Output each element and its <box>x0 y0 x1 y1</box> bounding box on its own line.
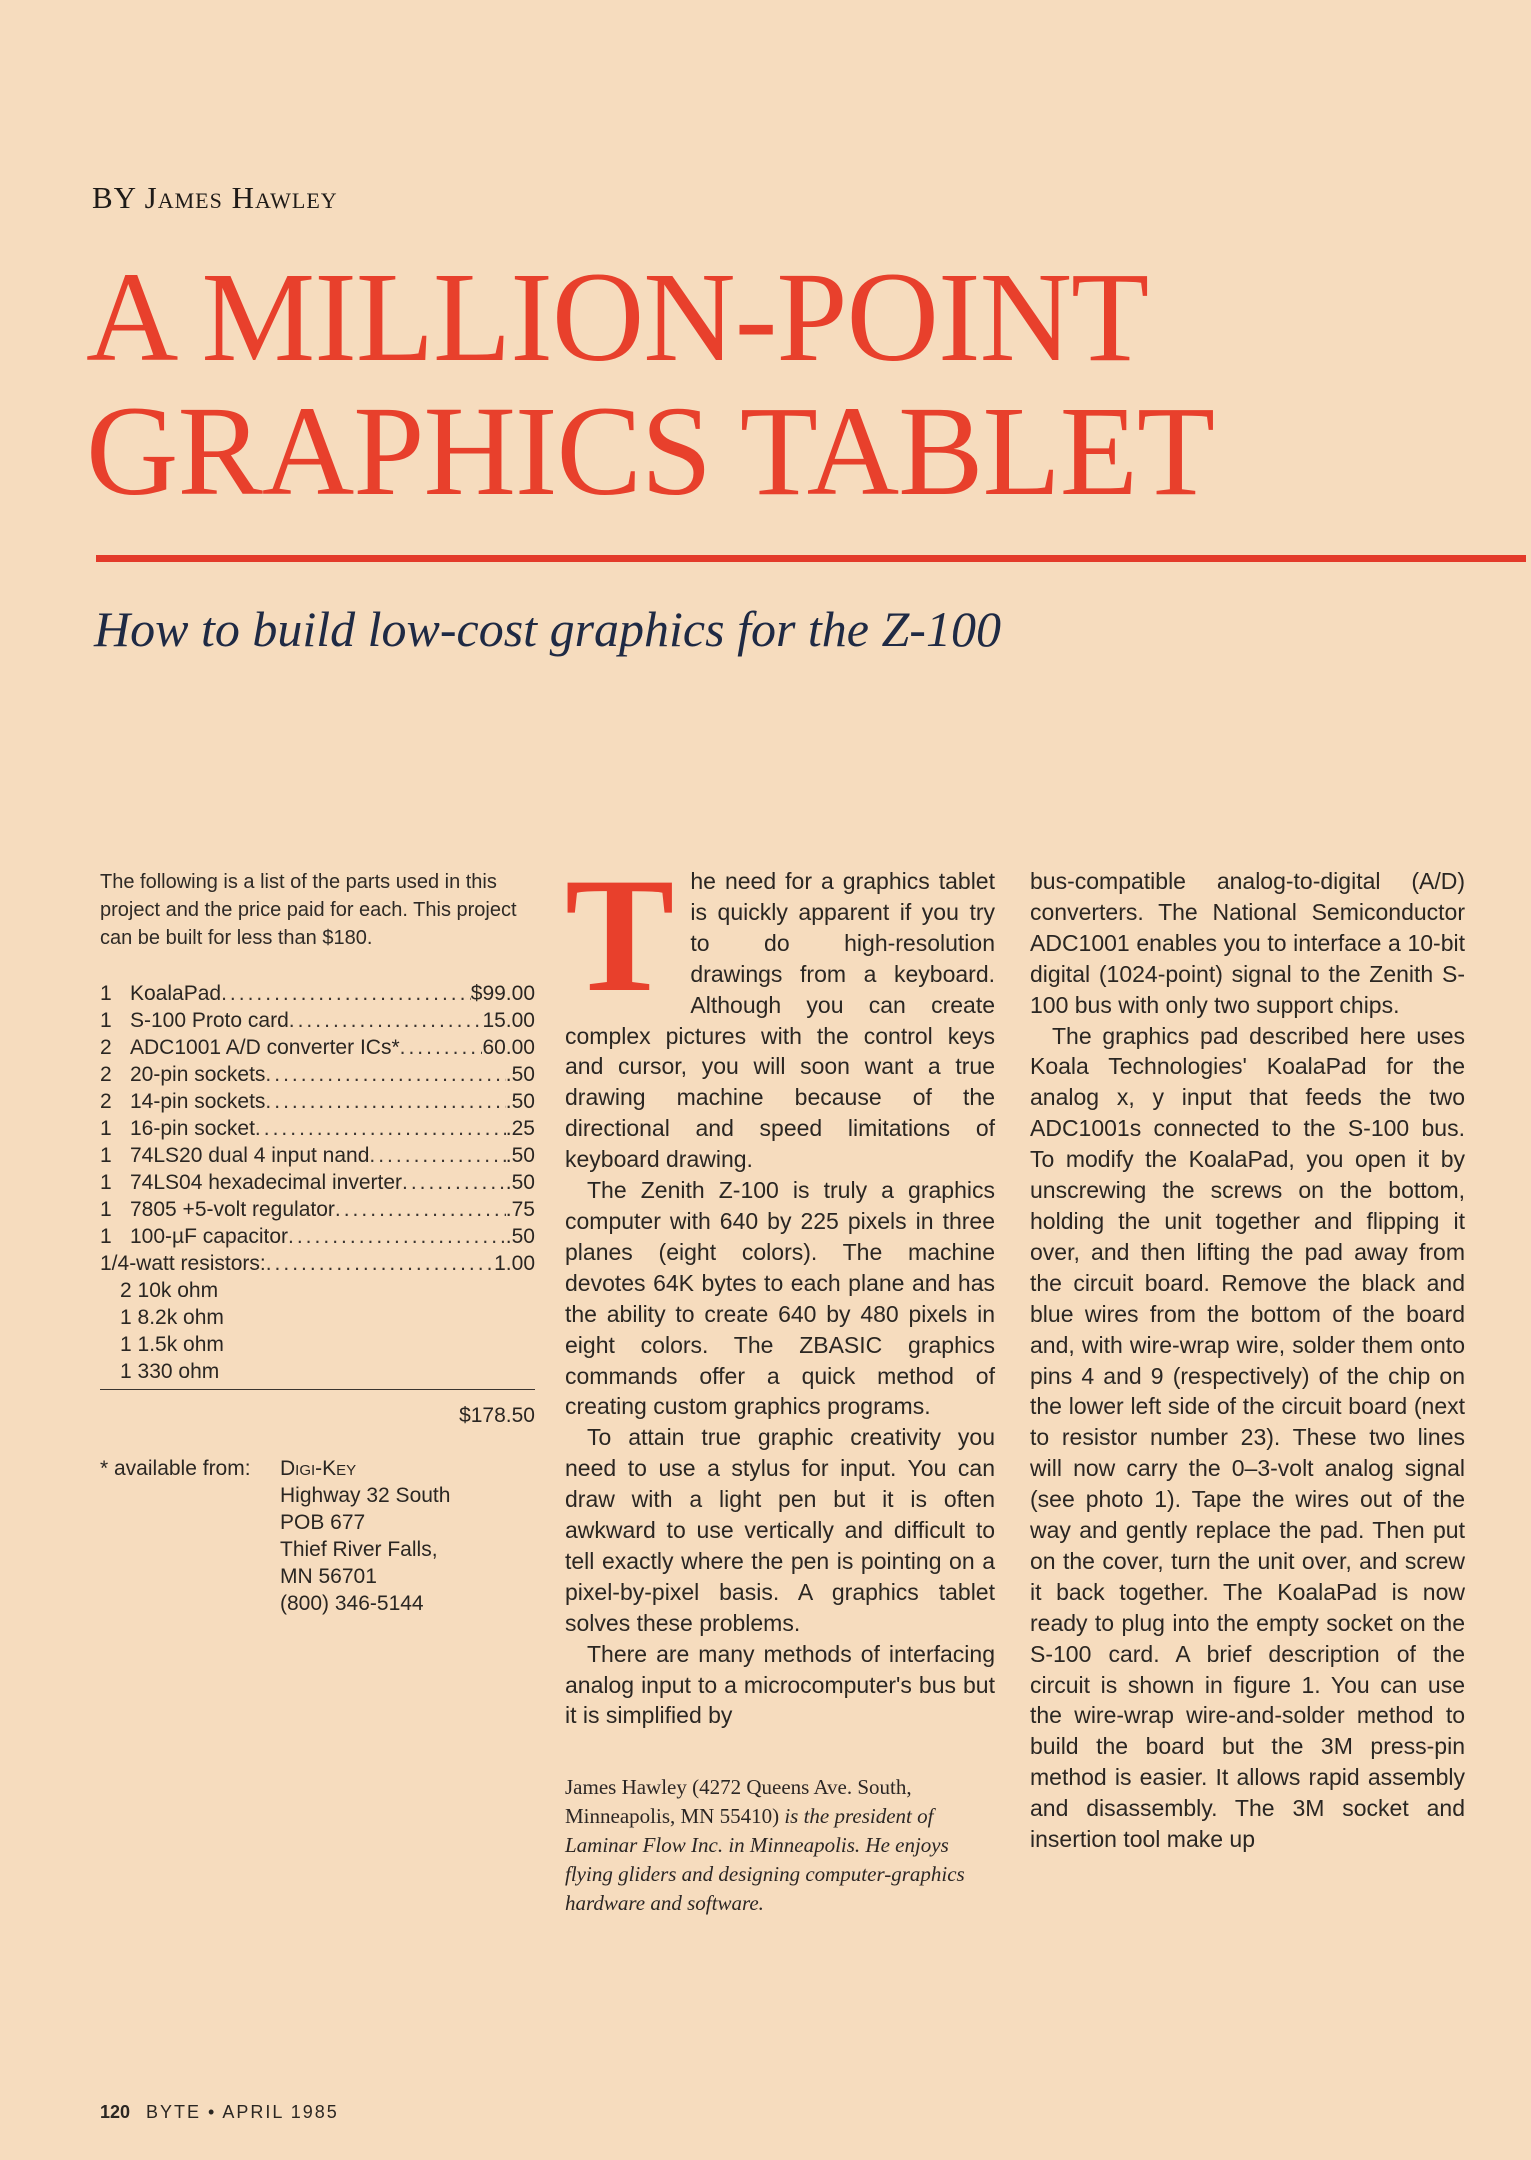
page-footer <box>100 2102 339 2123</box>
part-price: .75 <box>505 1198 535 1221</box>
body-paragraph: To attain true graphic creativity you need to use a stylus for input. You can draw with a light pen but it is often awkward to use vertically and difficult to tell exactly where the pen is pointing on a pixel-by-pixel basis. A graphics tablet solves these problems. <box>565 1424 995 1636</box>
resistors-label: 1/4-watt resistors: <box>100 1252 266 1275</box>
part-price: .50 <box>505 1090 535 1113</box>
part-qty: 1 <box>100 1225 112 1248</box>
byline-prefix: BY <box>92 180 136 215</box>
article-column-right <box>1030 866 1465 1855</box>
parts-total: $178.50 <box>459 1404 535 1427</box>
part-desc: 74LS20 dual 4 input nand <box>130 1144 370 1167</box>
resistors-row <box>100 1250 535 1277</box>
part-desc: 100-µF capacitor <box>130 1225 289 1248</box>
part-qty: 2 <box>100 1090 112 1113</box>
part-qty: 1 <box>100 1171 112 1194</box>
supplier-address-line: MN 56701 <box>280 1565 377 1588</box>
part-row <box>100 1088 535 1115</box>
page-number: 120 <box>100 2102 131 2122</box>
article-subtitle: How to build low-cost graphics for the Z-100 <box>94 601 1001 657</box>
article-title <box>86 246 1466 522</box>
part-row <box>100 1034 535 1061</box>
part-desc: 74LS04 hexadecimal inverter <box>130 1171 402 1194</box>
part-row <box>100 1196 535 1223</box>
supplier-address-line: Highway 32 South <box>280 1484 451 1507</box>
leader-dots <box>369 1142 505 1169</box>
supplier-name: Digi-Key <box>280 1457 357 1480</box>
supplier-phone: (800) 346-5144 <box>280 1592 424 1615</box>
resistor-item: 2 10k ohm <box>120 1279 219 1302</box>
part-desc: KoalaPad <box>130 982 222 1005</box>
part-price: .50 <box>505 1063 535 1086</box>
parts-intro: The following is a list of the parts used in this project and the price paid for each. This project can be built for less than $180. <box>100 871 517 949</box>
author-bio <box>565 1773 995 1918</box>
leader-dots <box>402 1169 506 1196</box>
byline <box>92 180 338 216</box>
leader-dots <box>335 1196 506 1223</box>
leader-dots <box>288 1223 506 1250</box>
total-divider <box>100 1389 535 1390</box>
part-price: .25 <box>505 1117 535 1140</box>
title-line-1: A MILLION-POINT <box>86 246 1149 388</box>
part-qty: 1 <box>100 1198 112 1221</box>
leader-dots <box>265 1061 505 1088</box>
body-paragraph: he need for a graphics tablet is quickly apparent if you try to do high-resolution drawings from a keyboard. Although you can create complex pictures with the control keys and cursor, you will soon want a true drawing machine because of the directional and speed limitations of keyboard drawing. <box>565 868 995 1173</box>
leader-dots <box>266 1250 494 1277</box>
title-line-2: GRAPHICS TABLET <box>86 380 1215 522</box>
supplier-address-line: Thief River Falls, <box>280 1538 438 1561</box>
part-row <box>100 1007 535 1034</box>
part-row <box>100 1223 535 1250</box>
part-row <box>100 1169 535 1196</box>
supplier-address-line: POB 677 <box>280 1511 366 1534</box>
body-paragraph: The Zenith Z-100 is truly a graphics computer with 640 by 225 pixels in three planes (eight colors). The machine devotes 64K bytes to each plane and has the ability to create 640 by 480 pixels in eight colors. The ZBASIC graphics commands offer a quick method of creating custom graphics programs. <box>565 1177 995 1420</box>
parts-list <box>100 980 535 1429</box>
resistor-item: 1 1.5k ohm <box>120 1333 224 1356</box>
author-bio-text: is the president of Laminar Flow Inc. in Minneapolis. He enjoys flying gliders and designing computer-graphics hardware and software. <box>565 1804 965 1916</box>
part-qty: 1 <box>100 1117 112 1140</box>
part-desc: 14-pin sockets <box>130 1090 266 1113</box>
leader-dots <box>255 1115 506 1142</box>
article-column-middle <box>565 845 995 1918</box>
available-label: * available from: <box>100 1457 251 1480</box>
part-price: $99.00 <box>470 982 535 1005</box>
body-paragraph: There are many methods of interfacing analog input to a microcomputer's bus but it is simplified by <box>565 1640 995 1729</box>
resistor-item: 1 8.2k ohm <box>120 1306 224 1329</box>
part-desc: S-100 Proto card <box>130 1009 289 1032</box>
part-desc: 7805 +5-volt regulator <box>130 1198 335 1221</box>
body-paragraph: The graphics pad described here uses Koala Technologies' KoalaPad for the analog x, y input that feeds the two ADC1001s connected to the S-100 bus. To modify the KoalaPad, you open it by unscrewing the screws on the bottom, holding the unit together and flipping it over, and then lifting the pad away from the circuit board. Remove the black and blue wires from the bottom of the board and, with wire-wrap wire, solder them onto pins 4 and 9 (respectively) of the chip on the lower left side of the circuit board (next to resistor number 23). These two lines will now carry the 0–3-volt analog signal (see photo 1). Tape the wires out of the way and gently replace the pad. Then put on the cover, turn the unit over, and screw it back together. The KoalaPad is now ready to plug into the empty socket on the S-100 card. A brief description of the circuit is shown in figure 1. You can use the wire-wrap wire-and-solder method to build the board but the 3M press-pin method is easier. It allows rapid assembly and disassembly. The 3M socket and insertion tool make up <box>1030 1022 1465 1853</box>
parts-sidebar <box>100 868 535 1617</box>
part-qty: 2 <box>100 1063 112 1086</box>
part-price: 60.00 <box>482 1036 535 1059</box>
leader-dots <box>221 980 471 1007</box>
part-price: .50 <box>505 1225 535 1248</box>
part-qty: 1 <box>100 1009 112 1032</box>
part-qty: 2 <box>100 1036 112 1059</box>
title-divider <box>96 555 1526 562</box>
part-desc: ADC1001 A/D converter ICs* <box>130 1036 400 1059</box>
drop-cap: T <box>565 845 675 1026</box>
leader-dots <box>400 1034 483 1061</box>
part-price: .50 <box>505 1144 535 1167</box>
resistor-item: 1 330 ohm <box>120 1360 220 1383</box>
part-price: 15.00 <box>482 1009 535 1032</box>
part-desc: 20-pin sockets <box>130 1063 266 1086</box>
part-row <box>100 1142 535 1169</box>
part-qty: 1 <box>100 1144 112 1167</box>
supplier-info <box>100 1455 535 1617</box>
part-desc: 16-pin socket <box>130 1117 255 1140</box>
leader-dots <box>289 1007 483 1034</box>
part-price: .50 <box>505 1171 535 1194</box>
byline-author: James Hawley <box>144 180 338 215</box>
part-qty: 1 <box>100 982 112 1005</box>
part-row <box>100 1061 535 1088</box>
part-row <box>100 1115 535 1142</box>
magazine-issue: BYTE • APRIL 1985 <box>146 2102 339 2122</box>
body-paragraph: bus-compatible analog-to-digital (A/D) converters. The National Semiconductor ADC1001 enables you to interface a 10-bit digital (1024-point) signal to the Zenith S-100 bus with only two support chips. <box>1030 868 1465 1018</box>
resistors-price: 1.00 <box>494 1252 535 1275</box>
part-row <box>100 980 535 1007</box>
leader-dots <box>265 1088 505 1115</box>
author-bio-name: James Hawley (4272 Queens Ave. South, Minneapolis, MN 55410) <box>565 1775 912 1829</box>
